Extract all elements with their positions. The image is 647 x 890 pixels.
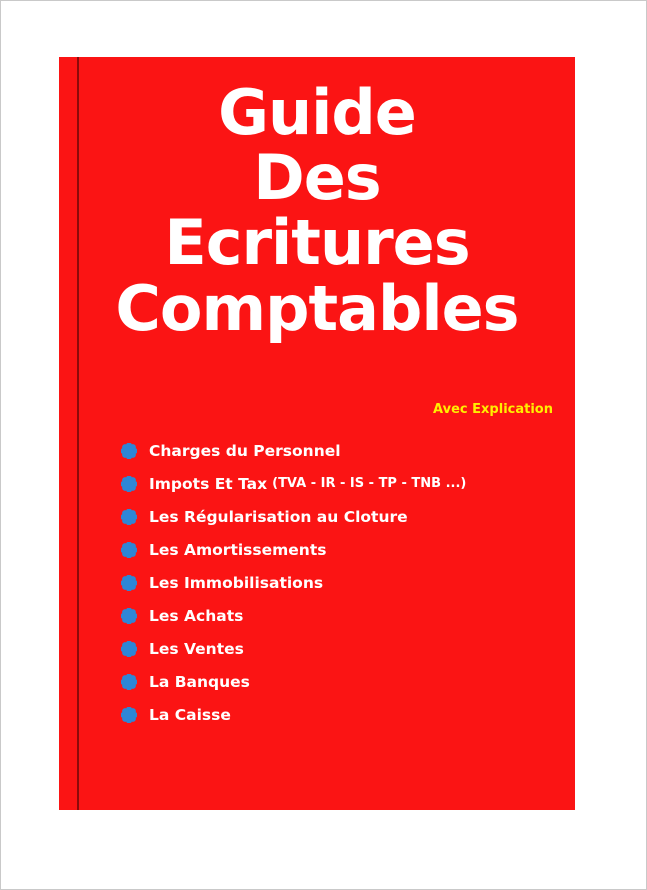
list-item-label: Impots Et Tax [149, 474, 268, 493]
list-item [121, 434, 561, 467]
list-item-label: Charges du Personnel [149, 441, 341, 460]
list-item-label: Les Amortissements [149, 540, 327, 559]
list-item [121, 467, 561, 500]
list-item-label: Les Immobilisations [149, 573, 324, 592]
list-item [121, 632, 561, 665]
list-item-label: La Caisse [149, 705, 231, 724]
list-item [121, 566, 561, 599]
list-item-label: Les Achats [149, 606, 244, 625]
list-item-label: La Banques [149, 672, 250, 691]
list-item-label: Les Régularisation au Cloture [149, 507, 408, 526]
book-cover [59, 57, 575, 810]
flower-bullet-icon [121, 542, 137, 558]
list-item [121, 533, 561, 566]
flower-bullet-icon [121, 641, 137, 657]
flower-bullet-icon [121, 575, 137, 591]
list-item [121, 500, 561, 533]
flower-bullet-icon [121, 674, 137, 690]
title-line-1: Guide [218, 76, 416, 149]
cover-title-block [59, 76, 575, 345]
flower-bullet-icon [121, 608, 137, 624]
flower-bullet-icon [121, 707, 137, 723]
cover-subtitle: Avec Explication [433, 402, 553, 417]
list-item [121, 698, 561, 731]
list-item-label: Les Ventes [149, 639, 244, 658]
title-line-2: Des [253, 141, 381, 215]
title-line-3: Ecritures [164, 206, 470, 280]
list-item [121, 665, 561, 698]
title-line-4: Comptables [115, 271, 519, 345]
topics-list [121, 434, 561, 731]
flower-bullet-icon [121, 443, 137, 459]
flower-bullet-icon [121, 509, 137, 525]
list-item-note: (TVA - IR - IS - TP - TNB ...) [272, 476, 467, 491]
list-item [121, 599, 561, 632]
flower-bullet-icon [121, 476, 137, 492]
